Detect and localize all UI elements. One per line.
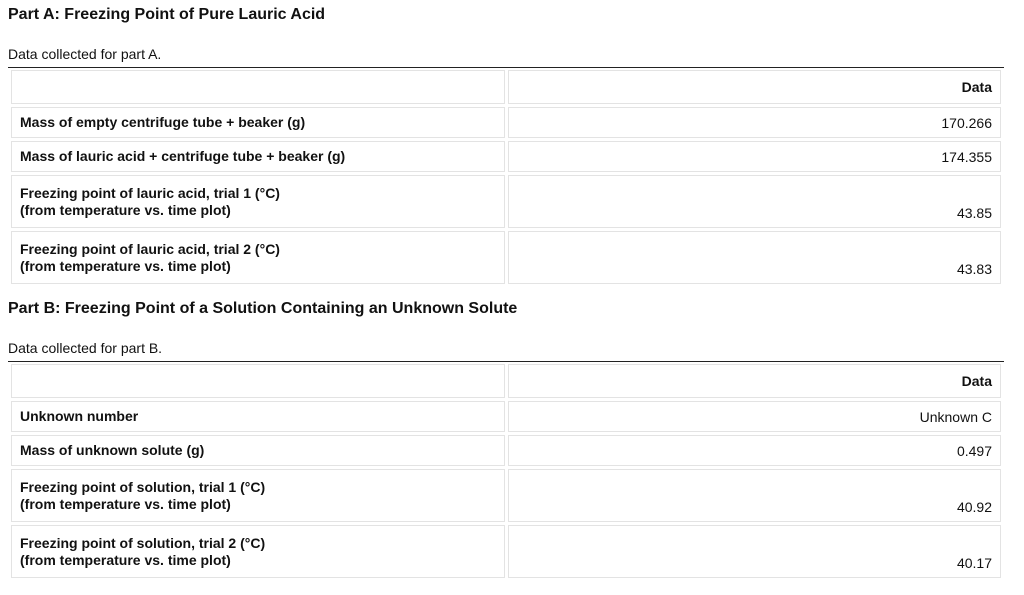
row-label: Freezing point of solution, trial 1 (°C) (from temperature vs. time plot) bbox=[11, 469, 505, 522]
table-row bbox=[11, 175, 1001, 228]
table-row bbox=[11, 107, 1001, 138]
table-row bbox=[11, 525, 1001, 578]
table-row bbox=[11, 231, 1001, 284]
part-b-table bbox=[8, 361, 1004, 581]
row-value: Unknown C bbox=[508, 401, 1001, 432]
row-label: Mass of unknown solute (g) bbox=[11, 435, 505, 466]
row-value: 0.497 bbox=[508, 435, 1001, 466]
table-row bbox=[11, 141, 1001, 172]
row-label: Mass of empty centrifuge tube + beaker (g) bbox=[11, 107, 505, 138]
header-data: Data bbox=[508, 364, 1001, 398]
row-value: 174.355 bbox=[508, 141, 1001, 172]
row-label: Freezing point of solution, trial 2 (°C) (from temperature vs. time plot) bbox=[11, 525, 505, 578]
row-value: 170.266 bbox=[508, 107, 1001, 138]
row-label: Unknown number bbox=[11, 401, 505, 432]
row-label: Freezing point of lauric acid, trial 1 (°C) (from temperature vs. time plot) bbox=[11, 175, 505, 228]
table-row bbox=[11, 435, 1001, 466]
row-value: 40.17 bbox=[508, 525, 1001, 578]
header-data: Data bbox=[508, 70, 1001, 104]
header-empty-cell bbox=[11, 70, 505, 104]
table-header-row bbox=[11, 364, 1001, 398]
part-a-table bbox=[8, 67, 1004, 287]
row-value: 43.85 bbox=[508, 175, 1001, 228]
part-b-caption: Data collected for part B. bbox=[8, 340, 163, 356]
row-label: Freezing point of lauric acid, trial 2 (°C) (from temperature vs. time plot) bbox=[11, 231, 505, 284]
part-a-title: Part A: Freezing Point of Pure Lauric Acid bbox=[8, 6, 326, 23]
table-row bbox=[11, 469, 1001, 522]
part-a-caption: Data collected for part A. bbox=[8, 46, 162, 62]
table-row bbox=[11, 401, 1001, 432]
row-label: Mass of lauric acid + centrifuge tube + beaker (g) bbox=[11, 141, 505, 172]
part-b-title: Part B: Freezing Point of a Solution Containing an Unknown Solute bbox=[8, 300, 518, 317]
row-value: 40.92 bbox=[508, 469, 1001, 522]
row-value: 43.83 bbox=[508, 231, 1001, 284]
table-header-row bbox=[11, 70, 1001, 104]
header-empty-cell bbox=[11, 364, 505, 398]
